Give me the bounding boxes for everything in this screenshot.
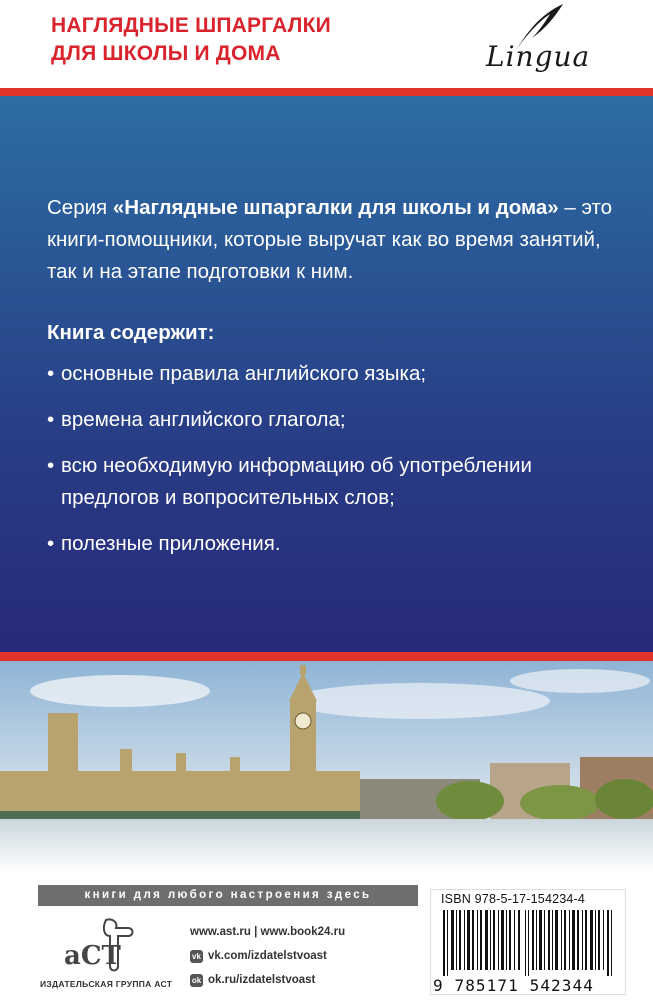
london-westminster-photo bbox=[0, 661, 653, 873]
tagline: книги для любого настроения здесь bbox=[38, 885, 418, 906]
barcode-digits: 9 785171 542344 bbox=[433, 976, 594, 995]
contents-list bbox=[47, 358, 617, 574]
intro-series-name bbox=[113, 196, 559, 219]
ok-icon: ok bbox=[191, 975, 202, 985]
series-title-line2: ДЛЯ ШКОЛЫ И ДОМА bbox=[51, 42, 281, 65]
cover-footer bbox=[0, 873, 653, 1000]
isbn-label: ISBN 978-5-17-154234-4 bbox=[441, 892, 586, 906]
series-title bbox=[51, 12, 331, 68]
intro-rest: – это книги-помощники, которые выручат как во время занятий, так и на этапе подготовки к ним. bbox=[47, 196, 613, 283]
list-item: • всю необходимую информацию об употреблении предлогов и вопросительных слов; bbox=[47, 450, 617, 514]
vk-icon: vk bbox=[190, 950, 203, 963]
footer-links bbox=[190, 920, 345, 992]
description-panel bbox=[0, 96, 653, 652]
ast-logo-text: aCT bbox=[64, 941, 121, 971]
lingua-logo-text: Lingua bbox=[486, 40, 591, 73]
red-band-bottom bbox=[0, 652, 653, 661]
barcode bbox=[441, 910, 617, 976]
publisher-name: ИЗДАТЕЛЬСКАЯ ГРУППА АСТ bbox=[40, 979, 173, 989]
series-description bbox=[47, 192, 617, 288]
ok-link[interactable] bbox=[190, 968, 345, 992]
list-item: • полезные приложения. bbox=[47, 528, 617, 560]
cover-header bbox=[0, 0, 653, 88]
ast-logo bbox=[62, 916, 136, 972]
intro-prefix: Серия bbox=[47, 196, 113, 219]
series-title-line1: НАГЛЯДНЫЕ ШПАРГАЛКИ bbox=[51, 14, 331, 37]
vk-text: vk.com/izdatelstvoast bbox=[208, 950, 327, 962]
isbn-barcode-box bbox=[430, 889, 626, 995]
intro-open-quote: « bbox=[112, 196, 125, 219]
red-band-top bbox=[0, 88, 653, 96]
list-item: • времена английского глагола; bbox=[47, 404, 617, 436]
list-item: • основные правила английского языка; bbox=[47, 358, 617, 390]
contents-heading: Книга содержит: bbox=[47, 321, 215, 344]
websites-link[interactable] bbox=[190, 920, 345, 944]
ok-text: ok.ru/izdatelstvoast bbox=[208, 974, 316, 986]
lingua-logo bbox=[478, 0, 618, 82]
websites-text: www.ast.ru | www.book24.ru bbox=[190, 926, 346, 938]
vk-link[interactable] bbox=[190, 944, 345, 968]
intro-series-name-text: Наглядные шпаргалки для школы и дома bbox=[124, 196, 548, 219]
intro-close-quote: » bbox=[547, 196, 559, 219]
